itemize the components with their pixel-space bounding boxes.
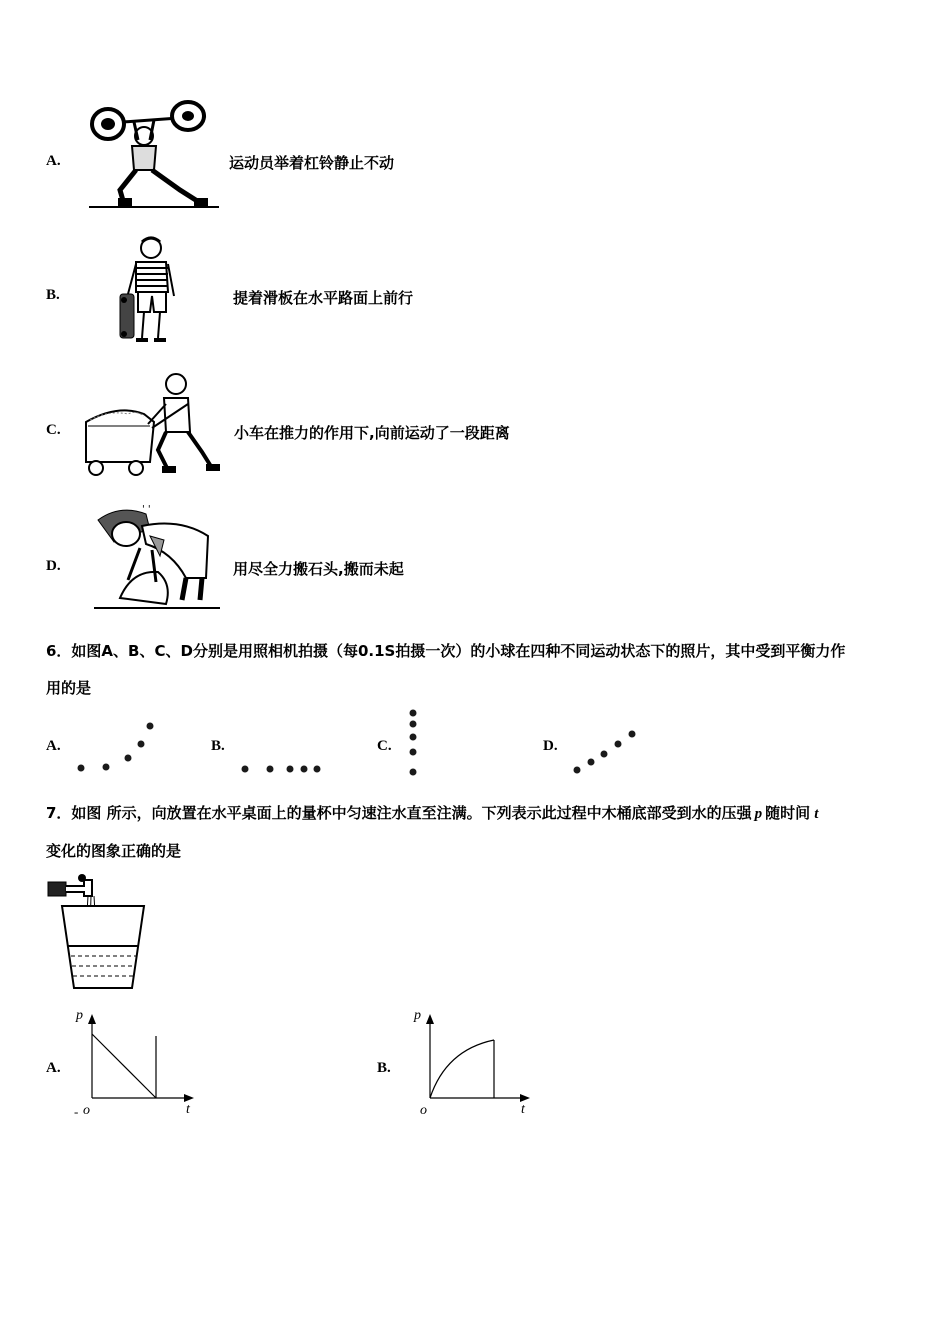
q7-stem-text-2: 随时间 — [765, 804, 811, 822]
q6-option-b-label: B. — [211, 738, 225, 754]
ball-dot — [629, 731, 636, 738]
q6-stem-line1: 6．如图A、B、C、D分别是用照相机拍摄（每0.1S拍摄一次）的小球在四种不同运动状态下的照片，其中受到平衡力作 — [46, 642, 846, 660]
q6-stem-line2: 用的是 — [46, 679, 92, 697]
graph-b-y-label: p — [414, 1008, 421, 1023]
graph-a-origin-prefix: - — [74, 1104, 79, 1119]
option-label: B. — [46, 287, 60, 303]
ball-dot — [410, 734, 417, 741]
q7-stem-line1 — [46, 795, 926, 833]
q7-stem-line2: 变化的图象正确的是 — [46, 842, 182, 860]
boy-with-skateboard-icon — [114, 236, 184, 348]
ball-dot — [125, 755, 132, 762]
ball-dot — [103, 764, 110, 771]
ball-dot — [410, 721, 417, 728]
girl-lifting-stone-icon — [90, 500, 224, 612]
q7-stem-text: 7．如图 所示，向放置在水平桌面上的量杯中匀速注水直至注满。下列表示此过程中木桶底部受到水的压强 — [46, 804, 752, 822]
option-label: C. — [46, 422, 61, 438]
ball-dot — [138, 741, 145, 748]
option-caption: 提着滑板在水平路面上前行 — [233, 289, 414, 307]
ball-dot — [287, 766, 294, 773]
q7-option-b-label: B. — [377, 1060, 391, 1076]
ball-dot — [78, 765, 85, 772]
ball-dot — [588, 759, 595, 766]
option-caption: 小车在推力的作用下,向前运动了一段距离 — [234, 424, 510, 442]
q6-option-a-label: A. — [46, 738, 61, 754]
weightlifter-icon — [84, 100, 224, 210]
svg-text:' ': ' ' — [142, 504, 151, 515]
graph-b-axes — [424, 1018, 534, 1098]
option-caption: 运动员举着杠铃静止不动 — [229, 154, 395, 172]
ball-dot — [410, 710, 417, 717]
faucet-bucket-icon — [44, 872, 148, 992]
q6-option-c-label: C. — [377, 738, 392, 754]
graph-a-curve — [92, 1034, 156, 1098]
graph-b-x-label: t — [521, 1102, 525, 1117]
ball-dot — [301, 766, 308, 773]
boy-pushing-cart-icon — [78, 370, 226, 478]
ball-dot — [267, 766, 274, 773]
ball-dot — [314, 766, 321, 773]
q6-dot-diagram-b — [238, 762, 326, 776]
option-label: A. — [46, 153, 61, 169]
ball-dot — [574, 767, 581, 774]
graph-a-origin: o — [83, 1103, 90, 1118]
pressure-symbol: p — [754, 806, 763, 822]
ball-dot — [242, 766, 249, 773]
ball-dot — [410, 749, 417, 756]
ball-dot — [410, 769, 417, 776]
q6-dot-diagram-c — [405, 706, 421, 778]
graph-b-origin: o — [420, 1103, 427, 1118]
q6-dot-diagram-a — [74, 718, 158, 774]
q6-stem — [46, 633, 926, 707]
ball-dot — [601, 751, 608, 758]
option-caption: 用尽全力搬石头,搬而未起 — [233, 560, 404, 578]
graph-a-x-label: t — [186, 1102, 190, 1117]
q6-option-d-label: D. — [543, 738, 558, 754]
q7-option-a-label: A. — [46, 1060, 61, 1076]
time-symbol: t — [814, 806, 819, 822]
ball-dot — [147, 723, 154, 730]
graph-b-curve — [430, 1040, 494, 1098]
ball-dot — [615, 741, 622, 748]
graph-a-axes — [86, 1018, 196, 1098]
q7-stem — [46, 795, 926, 870]
option-label: D. — [46, 558, 61, 574]
graph-a-y-label: p — [76, 1008, 83, 1023]
q6-dot-diagram-d — [570, 726, 640, 776]
